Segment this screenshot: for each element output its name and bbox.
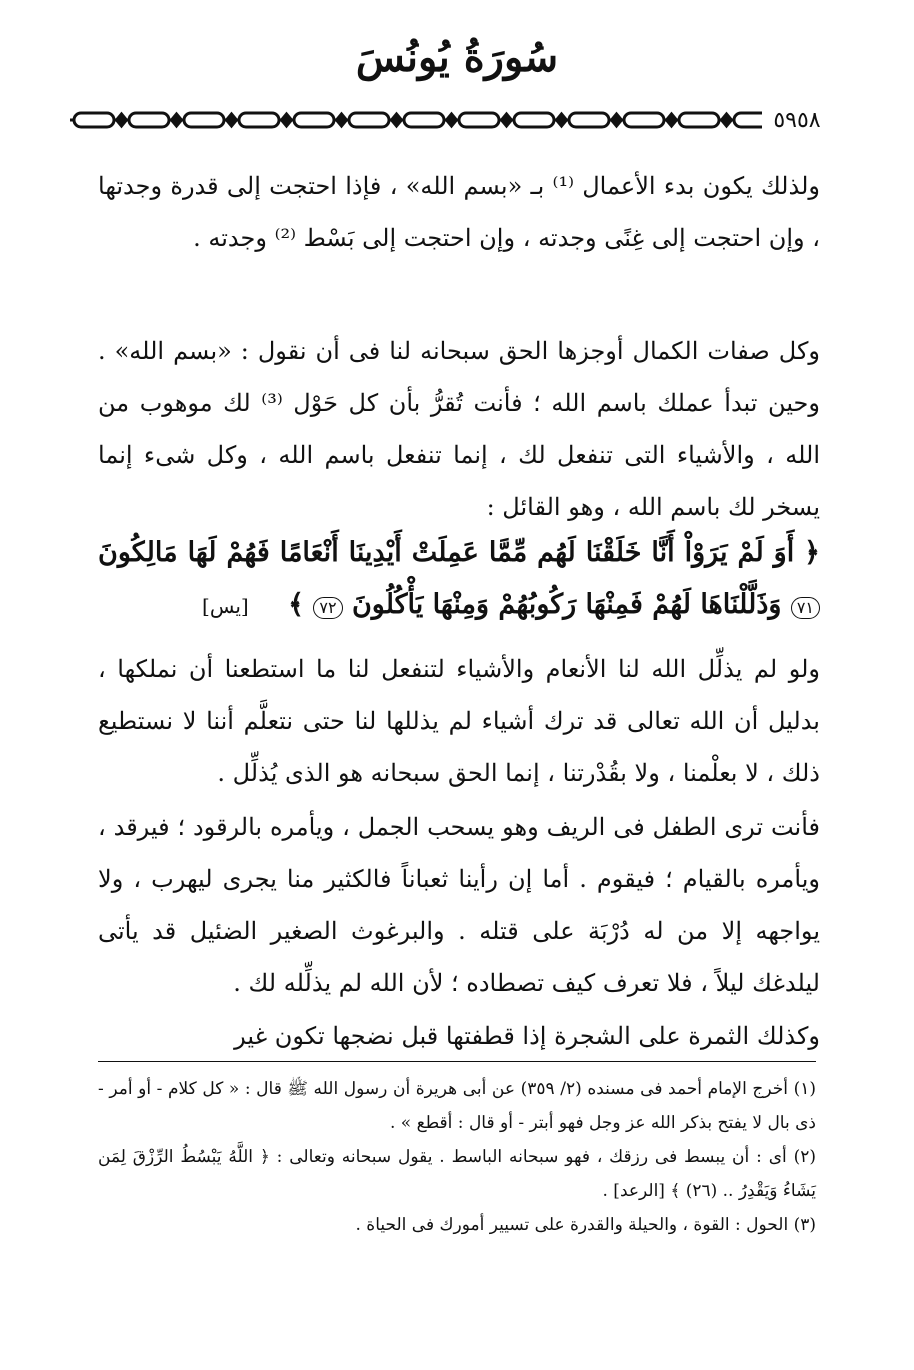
- verse-text-part1: ﴿ أَوَ لَمْ يَرَوْاْ أَنَّا خَلَقْنَا لَهُم مِّمَّا عَمِلَتْ أَيْدِينَا أَنْعَامًا فَهُمْ لَهَا مَالِكُونَ: [98, 537, 820, 568]
- verse-close-bracket: ﴾: [288, 589, 304, 620]
- footnotes: [98, 1072, 816, 1242]
- paragraph-3: ولو لم يذلِّل الله لنا الأنعام والأشياء لتنفعل لنا ما استطعنا أن نملكها ، بدليل أن الله تعالى قد ترك أشياء لم يذللها لنا حتى نتعلَّم أننا لا نستطيع ذلك ، لا بعلْمنا ، ولا بقُدْرتنا ، إنما الحق سبحانه هو الذى يُذلِّل .: [98, 655, 820, 787]
- footnote-3: (٣) الحول : القوة ، والحيلة والقدرة على تسيير أمورك فى الحياة .: [355, 1215, 816, 1235]
- border-link: [404, 113, 444, 127]
- border-link: [294, 113, 334, 127]
- footnote-1: (١) أخرج الإمام أحمد فى مسنده (٢/ ٣٥٩) عن أبى هريرة أن رسول الله ﷺ قال : « كل كلام - أو أمر - ذى بال لا يفتح بذكر الله عز وجل فهو أبتر - أو قال : أقطع » .: [98, 1079, 817, 1133]
- border-diamond: [282, 114, 292, 126]
- border-diamond: [392, 114, 402, 126]
- border-diamond: [447, 114, 457, 126]
- border-link: [239, 113, 279, 127]
- border-diamond: [612, 114, 622, 126]
- border-link: [514, 113, 554, 127]
- border-link: [349, 113, 389, 127]
- border-link: [129, 113, 169, 127]
- border-diamond: [667, 114, 677, 126]
- border-link: [184, 113, 224, 127]
- footnote-2: (٢) أى : أن يبسط فى رزقك ، فهو سبحانه الباسط . يقول سبحانه وتعالى : ﴿ اللَّهُ يَبْسُطُ الرِّزْقَ لِمَن يَشَاءُ وَيَقْدِرُ .. (٢٦) ﴾ [الرعد] .: [98, 1147, 816, 1201]
- border-diamond: [557, 114, 567, 126]
- border-link: [624, 113, 664, 127]
- quran-verse: [98, 527, 820, 632]
- footnote-divider: [98, 1061, 816, 1062]
- paragraph-1: ولذلك يكون بدء الأعمال ⁽¹⁾ بـ «بسم الله» ، فإذا احتجت إلى قدرة وجدتها ، وإن احتجت إلى غِنًى وجدته ، وإن احتجت إلى بَسْط ⁽²⁾ وجدته .: [98, 172, 820, 252]
- verse-number-72: ٧٢: [313, 597, 342, 619]
- paragraph-4: فأنت ترى الطفل فى الريف وهو يسحب الجمل ، ويأمره بالرقود ؛ فيرقد ، ويأمره بالقيام ؛ فيقوم . أما إن رأينا ثعباناً فالكثير منا يجرى ليهرب ، ولا يواجهه إلا من له دُرْبَة على قتله . والبرغوث الصغير الضئيل قد يأتى ليلدغك ليلاً ، فلا تعرف كيف تصطاده ؛ لأن الله لم يذلِّله لك .: [98, 813, 820, 997]
- border-link: [679, 113, 719, 127]
- border-diamond: [337, 114, 347, 126]
- verse-number-71: ٧١: [791, 597, 820, 619]
- border-diamond: [117, 114, 127, 126]
- verse-surah-reference: [يس]: [202, 594, 249, 618]
- border-diamond: [227, 114, 237, 126]
- paragraph-2: وكل صفات الكمال أوجزها الحق سبحانه لنا فى أن نقول : «بسم الله» . وحين تبدأ عملك باسم الله ؛ فأنت تُقرُّ بأن كل حَوْل ⁽³⁾ لك موهوب من الله ، والأشياء التى تنفعل لك ، إنما تنفعل باسم الله ، وكل شىء إنما يسخر لك باسم الله ، وهو القائل :: [98, 337, 820, 521]
- border-diamond: [502, 114, 512, 126]
- border-link: [459, 113, 499, 127]
- border-link: [569, 113, 609, 127]
- verse-text-part2: وَذَلَّلْنَاهَا لَهُمْ فَمِنْهَا رَكُوبُهُمْ وَمِنْهَا يَأْكُلُونَ: [351, 589, 782, 620]
- border-diamond: [172, 114, 182, 126]
- decorative-border: [70, 107, 830, 133]
- paragraph-5: وكذلك الثمرة على الشجرة إذا قطفتها قبل نضجها تكون غير: [234, 1022, 820, 1050]
- surah-title: سُورَةُ يُونُسَ: [355, 34, 559, 81]
- border-diamond: [722, 114, 732, 126]
- border-link: [74, 113, 114, 127]
- page-number: ٥٩٥٨: [762, 108, 832, 134]
